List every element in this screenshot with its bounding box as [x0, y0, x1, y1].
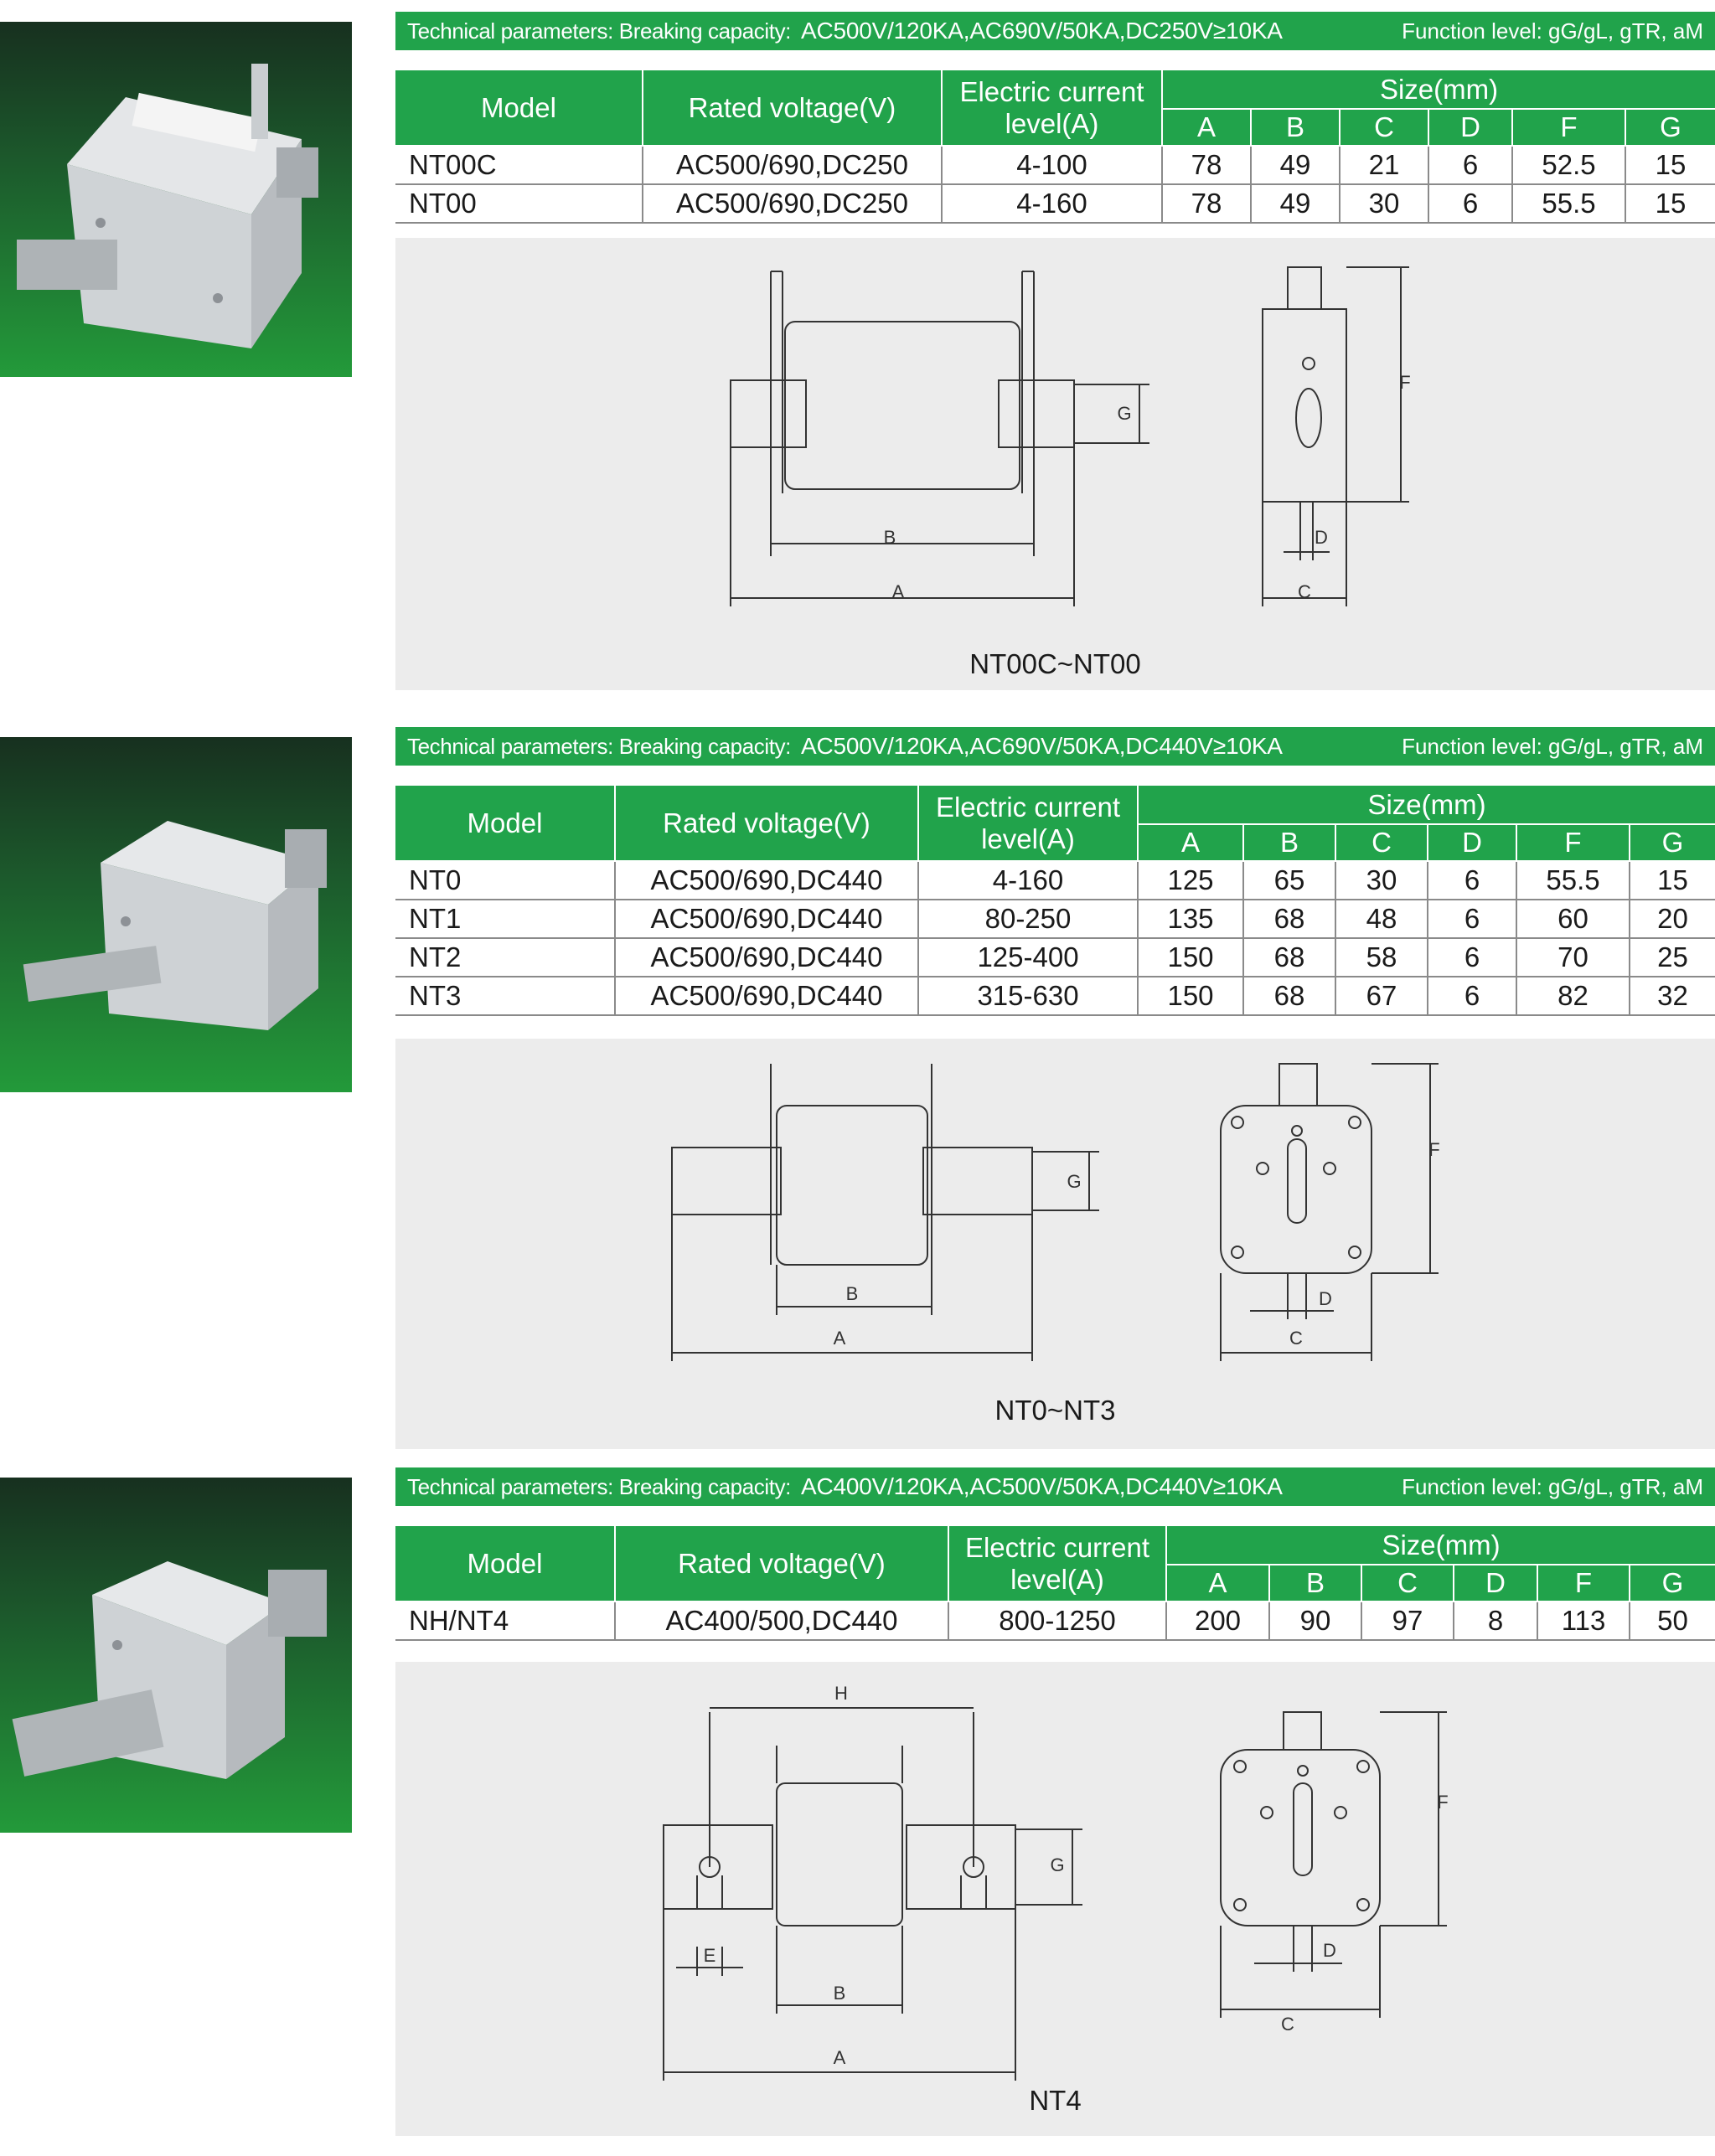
table-row	[395, 184, 1715, 223]
dimension-drawing-nt00	[395, 238, 1715, 690]
cell-d: 8	[1454, 1602, 1537, 1640]
header-size: Size(mm)	[1162, 70, 1715, 109]
dimension-drawing-nt4	[395, 1662, 1715, 2136]
breaking-capacity-value: AC500V/120KA,AC690V/50KA,DC250V≥10KA	[801, 18, 1283, 44]
cell-a: 125	[1138, 861, 1243, 900]
cell-current: 4-160	[918, 861, 1138, 900]
cell-b: 68	[1243, 900, 1335, 938]
header-size: Size(mm)	[1166, 1526, 1715, 1565]
dim-label: C	[1298, 581, 1311, 602]
header-current-level: Electric current level(A)	[918, 786, 1138, 861]
cell-current: 80-250	[918, 900, 1138, 938]
dim-label: B	[883, 527, 896, 548]
cell-b: 49	[1251, 146, 1340, 184]
cell-f: 70	[1516, 938, 1630, 977]
cell-a: 135	[1138, 900, 1243, 938]
technical-parameters-bar	[395, 12, 1715, 50]
drawing-caption: NT0~NT3	[994, 1395, 1116, 1426]
cell-c: 21	[1340, 146, 1428, 184]
header-rated-voltage: Rated voltage(V)	[615, 786, 918, 861]
header-d: D	[1428, 824, 1516, 861]
dim-label: F	[1428, 1139, 1440, 1160]
header-f: F	[1537, 1565, 1630, 1602]
header-rated-voltage: Rated voltage(V)	[643, 70, 942, 146]
table-row	[395, 146, 1715, 184]
dim-label: G	[1050, 1854, 1065, 1875]
cell-g: 15	[1625, 184, 1715, 223]
cell-b: 49	[1251, 184, 1340, 223]
header-d: D	[1454, 1565, 1537, 1602]
cell-voltage: AC400/500,DC440	[615, 1602, 948, 1640]
dim-label: H	[834, 1683, 848, 1704]
cell-model: NH/NT4	[395, 1602, 615, 1640]
cell-f: 82	[1516, 977, 1630, 1015]
cell-voltage: AC500/690,DC440	[615, 938, 918, 977]
cell-g: 15	[1630, 861, 1715, 900]
cell-d: 6	[1428, 146, 1512, 184]
cell-f: 55.5	[1512, 184, 1625, 223]
cell-a: 200	[1166, 1602, 1269, 1640]
cell-voltage: AC500/690,DC250	[643, 146, 942, 184]
cell-voltage: AC500/690,DC250	[643, 184, 942, 223]
spec-table-nt00	[395, 70, 1715, 224]
product-photo-nt0-nt3	[0, 737, 352, 1092]
header-f: F	[1516, 824, 1630, 861]
cell-a: 150	[1138, 977, 1243, 1015]
cell-g: 25	[1630, 938, 1715, 977]
cell-b: 65	[1243, 861, 1335, 900]
dim-label: G	[1117, 403, 1132, 424]
cell-b: 90	[1269, 1602, 1361, 1640]
cell-model: NT0	[395, 861, 615, 900]
table-row	[395, 900, 1715, 938]
header-b: B	[1269, 1565, 1361, 1602]
header-current-level: Electric current level(A)	[942, 70, 1162, 146]
cell-g: 20	[1630, 900, 1715, 938]
technical-parameters-bar	[395, 1467, 1715, 1506]
cell-d: 6	[1428, 184, 1512, 223]
header-b: B	[1251, 109, 1340, 146]
dim-label: F	[1399, 372, 1411, 393]
breaking-capacity-value: AC400V/120KA,AC500V/50KA,DC440V≥10KA	[801, 1473, 1283, 1499]
cell-current: 315-630	[918, 977, 1138, 1015]
cell-c: 30	[1335, 861, 1428, 900]
dim-label: A	[833, 1328, 846, 1349]
dim-label: D	[1323, 1940, 1336, 1961]
cell-model: NT3	[395, 977, 615, 1015]
header-c: C	[1361, 1565, 1454, 1602]
cell-model: NT00	[395, 184, 643, 223]
header-size: Size(mm)	[1138, 786, 1715, 824]
breaking-capacity-label: Technical parameters: Breaking capacity:	[407, 18, 792, 44]
dim-label: A	[833, 2047, 846, 2068]
product-photo-nt00	[0, 22, 352, 377]
cell-model: NT2	[395, 938, 615, 977]
cell-d: 6	[1428, 938, 1516, 977]
table-row	[395, 1602, 1715, 1640]
header-model: Model	[395, 786, 615, 861]
header-d: D	[1428, 109, 1512, 146]
cell-c: 30	[1340, 184, 1428, 223]
cell-d: 6	[1428, 861, 1516, 900]
dim-label: F	[1437, 1792, 1449, 1813]
breaking-capacity-label: Technical parameters: Breaking capacity:	[407, 1474, 792, 1499]
header-c: C	[1335, 824, 1428, 861]
cell-c: 67	[1335, 977, 1428, 1015]
spec-table-nt0-nt3	[395, 786, 1715, 1016]
cell-b: 68	[1243, 977, 1335, 1015]
function-level: Function level: gG/gL, gTR, aM	[1402, 1473, 1703, 1499]
header-c: C	[1340, 109, 1428, 146]
dim-label: B	[845, 1283, 859, 1304]
header-g: G	[1630, 1565, 1715, 1602]
cell-a: 78	[1162, 146, 1251, 184]
cell-c: 48	[1335, 900, 1428, 938]
cell-f: 113	[1537, 1602, 1630, 1640]
cell-f: 60	[1516, 900, 1630, 938]
cell-voltage: AC500/690,DC440	[615, 861, 918, 900]
header-b: B	[1243, 824, 1335, 861]
cell-a: 150	[1138, 938, 1243, 977]
cell-current: 125-400	[918, 938, 1138, 977]
dim-label: D	[1319, 1288, 1332, 1309]
cell-c: 97	[1361, 1602, 1454, 1640]
technical-parameters-bar	[395, 727, 1715, 766]
cell-current: 4-100	[942, 146, 1162, 184]
cell-g: 15	[1625, 146, 1715, 184]
dim-label: C	[1289, 1328, 1303, 1349]
spec-table-nt4	[395, 1526, 1715, 1641]
header-f: F	[1512, 109, 1625, 146]
cell-g: 50	[1630, 1602, 1715, 1640]
header-model: Model	[395, 70, 643, 146]
product-photo-nt4	[0, 1478, 352, 1833]
table-row	[395, 938, 1715, 977]
dimension-drawing-nt0-nt3	[395, 1039, 1715, 1449]
dim-label: C	[1281, 2014, 1294, 2035]
dim-label: G	[1067, 1171, 1082, 1192]
cell-d: 6	[1428, 977, 1516, 1015]
cell-d: 6	[1428, 900, 1516, 938]
cell-b: 68	[1243, 938, 1335, 977]
header-rated-voltage: Rated voltage(V)	[615, 1526, 948, 1602]
cell-g: 32	[1630, 977, 1715, 1015]
header-g: G	[1630, 824, 1715, 861]
dim-label: A	[891, 581, 905, 602]
header-a: A	[1162, 109, 1251, 146]
header-model: Model	[395, 1526, 615, 1602]
cell-current: 4-160	[942, 184, 1162, 223]
drawing-caption: NT00C~NT00	[969, 648, 1141, 679]
drawing-caption: NT4	[1029, 2085, 1082, 2116]
cell-voltage: AC500/690,DC440	[615, 977, 918, 1015]
breaking-capacity-value: AC500V/120KA,AC690V/50KA,DC440V≥10KA	[801, 733, 1283, 759]
cell-f: 55.5	[1516, 861, 1630, 900]
header-a: A	[1138, 824, 1243, 861]
table-row	[395, 861, 1715, 900]
function-level: Function level: gG/gL, gTR, aM	[1402, 18, 1703, 44]
dim-label: D	[1315, 527, 1328, 548]
function-level: Function level: gG/gL, gTR, aM	[1402, 733, 1703, 759]
dim-label: B	[833, 1983, 846, 2004]
header-current-level: Electric current level(A)	[948, 1526, 1166, 1602]
dim-label: E	[703, 1945, 716, 1966]
cell-model: NT00C	[395, 146, 643, 184]
header-g: G	[1625, 109, 1715, 146]
cell-c: 58	[1335, 938, 1428, 977]
cell-current: 800-1250	[948, 1602, 1166, 1640]
breaking-capacity-label: Technical parameters: Breaking capacity:	[407, 734, 792, 759]
cell-f: 52.5	[1512, 146, 1625, 184]
table-row	[395, 977, 1715, 1015]
cell-model: NT1	[395, 900, 615, 938]
header-a: A	[1166, 1565, 1269, 1602]
cell-voltage: AC500/690,DC440	[615, 900, 918, 938]
cell-a: 78	[1162, 184, 1251, 223]
